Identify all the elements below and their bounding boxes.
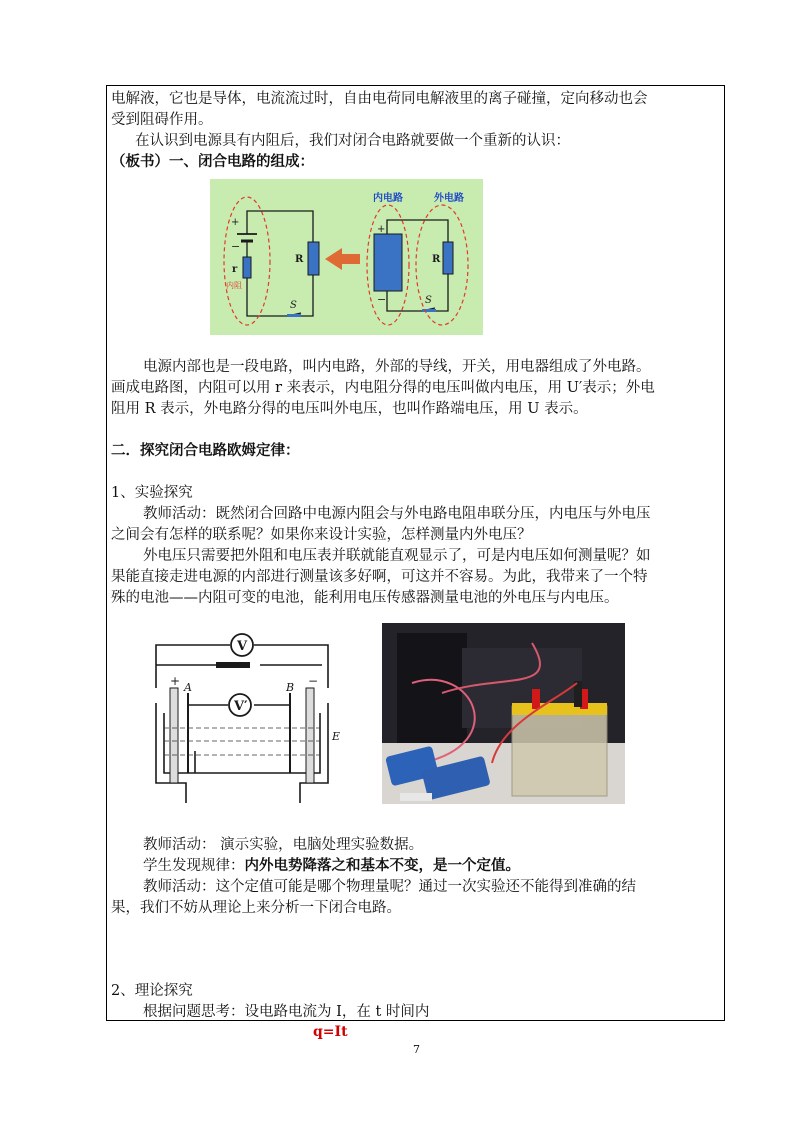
page-number: 7 (413, 1043, 420, 1056)
subsection-heading: 2、理论探究 (111, 983, 193, 999)
text-line (143, 855, 520, 877)
label-A: A (184, 681, 192, 694)
plus-sign-right: + (377, 224, 386, 235)
text-line: 在认识到电源具有内阻后，我们对闭合电路就要做一个重新的认识： (135, 133, 570, 149)
label-S-left: S (290, 300, 297, 311)
label-neizu: 内阻 (226, 281, 242, 290)
text-line: 教师活动：这个定值可能是哪个物理量呢？通过一次实验还不能得到准确的结 (143, 879, 636, 895)
text-segment: 学生发现规律： (143, 858, 245, 874)
label-plus: + (170, 674, 181, 688)
circuit-composition-figure (210, 179, 483, 335)
text-line: 画成电路图，内阻可以用 r 来表示，内电阻分得的电压叫做内电压，用 U′表示；外电 (111, 380, 655, 396)
text-line: 果，我们不妨从理论上来分析一下闭合电路。 (111, 900, 401, 916)
electrode-right (306, 688, 314, 783)
label-outer-circuit: 外电路 (434, 193, 464, 204)
text-line: 果能直接走进电源的内部进行测量该多好啊，可这并不容易。为此，我带来了一个特 (111, 569, 648, 585)
label-V: V (237, 639, 248, 654)
label-minus: − (308, 674, 319, 688)
label-B: B (286, 681, 295, 694)
formula-q-it: q=It (313, 1024, 348, 1040)
resistor-R-right (443, 242, 453, 274)
key-finding: 内外电势降落之和基本不变，是一个定值。 (244, 857, 520, 874)
rheostat (216, 662, 250, 668)
text-line: 外电压只需要把外阻和电压表并联就能直观显示了，可是内电压如何测量呢？如 (143, 548, 651, 564)
text-line: 电源内部也是一段电路，叫内电路，外部的导线，开关，用电器组成了外电路。 (143, 359, 651, 375)
electrode-left (170, 688, 178, 783)
label-V2: V′ (234, 699, 248, 714)
battery-block (374, 234, 402, 291)
section-heading-1: （板书）一、闭合电路的组成： (111, 153, 314, 170)
label-r: r (232, 264, 238, 275)
resistor-R-left (308, 242, 319, 275)
text-line: 受到阻碍作用。 (111, 112, 213, 128)
plus-sign: + (231, 217, 240, 228)
text-line: 殊的电池——内阻可变的电池，能利用电压传感器测量电池的外电压与内电压。 (111, 590, 619, 606)
text-line: 根据问题思考：设电路电流为 I，在 t 时间内 (143, 1004, 430, 1020)
label-E: E (332, 730, 341, 743)
label-R-right: R (432, 254, 441, 265)
label-S-right: S (425, 295, 432, 306)
text-line: 阻用 R 表示，外电路分得的电压叫外电压，也叫作路端电压，用 U 表示。 (111, 401, 588, 417)
text-line: 教师活动： 演示实验，电脑处理实验数据。 (143, 837, 424, 853)
minus-sign: − (231, 240, 241, 253)
subsection-heading: 1、实验探究 (111, 485, 193, 501)
text-line: 之间会有怎样的联系呢？如果你来设计实验，怎样测量内外电压？ (111, 527, 532, 543)
minus-sign-right: − (377, 293, 387, 306)
experiment-photo (382, 623, 625, 804)
label-inner-circuit: 内电路 (373, 193, 403, 204)
label-R-left: R (295, 254, 304, 265)
text-line: 电解液，它也是导体，电流流过时，自由电荷同电解液里的离子碰撞，定向移动也会 (111, 91, 648, 107)
inner-resistor-r (243, 257, 251, 278)
text-line: 教师活动：既然闭合回路中电源内阻会与外电路电阻串联分压，内电压与外电压 (143, 506, 651, 522)
section-heading-2: 二．探究闭合电路欧姆定律： (111, 442, 300, 459)
apparatus-diagram (150, 633, 354, 803)
switch-bar-left (287, 314, 301, 317)
